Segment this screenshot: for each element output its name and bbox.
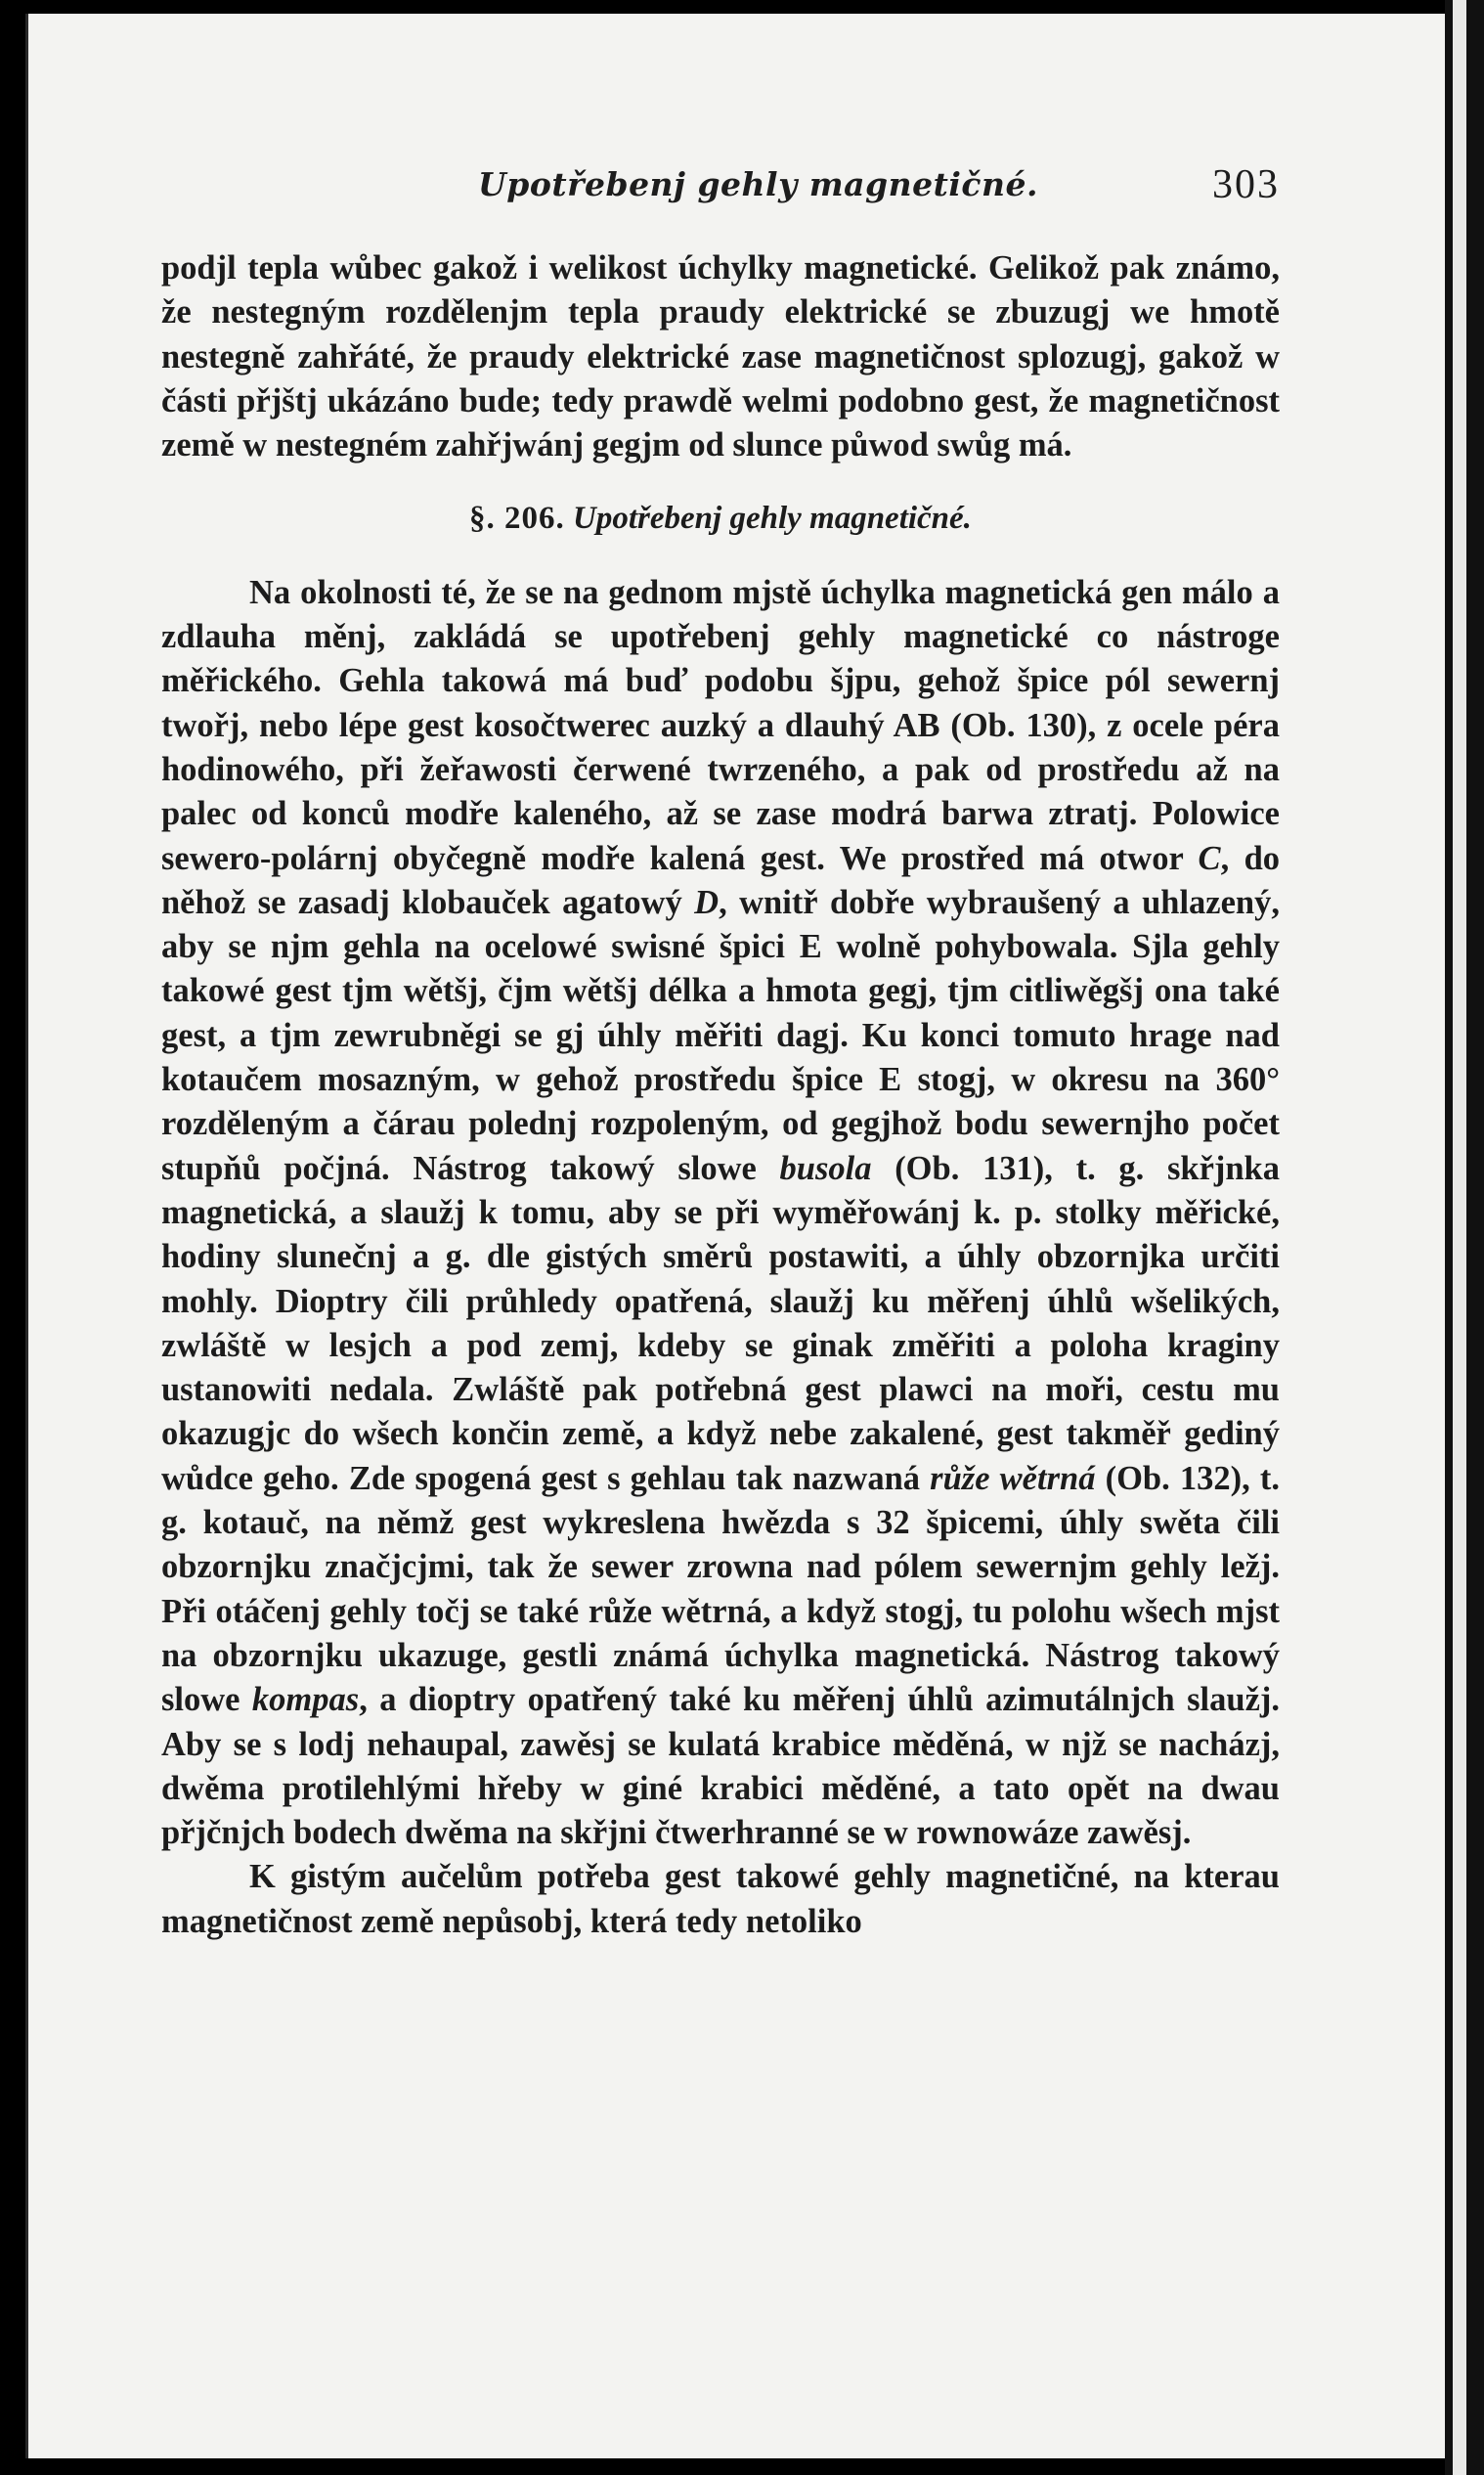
running-head: Upotřebenj gehly magnetičné. xyxy=(478,165,1038,203)
main-paragraph-text: , do něhož se zasadj klobauček agatowý xyxy=(161,839,1281,921)
page-body xyxy=(161,246,1280,1944)
last-paragraph: K gistým aučelům potřeba gest takowé gehly magnetičné, na kterau magnetičnost země nepůsobj, která tedy netoliko xyxy=(161,1858,1280,1940)
main-paragraph xyxy=(161,571,1280,1856)
main-paragraph-text: , a dioptry opatřený také ku měřenj úhlů azimutálnjch slaužj. Aby se s lodj nehaupal, zawěsj se kulatá krabice měděná, w njž se nacházj, dwěma protilehlými hřeby w giné krabici měděné, a tato opět na dwau přjčnjch bodech dwěma na skřjni čtwerhranné se w rownowáze zawěsj. xyxy=(161,1681,1280,1852)
term-kompas: kompas xyxy=(251,1681,360,1719)
intro-paragraph: podjl tepla wůbec gakož i welikost úchylky magnetické. Gelikož pak známo, že nestegným rozdělenjm tepla praudy elektrické se zbuzugj we hmotě nestegně zahřáté, že praudy elektrické zase magnetičnost splozugj, gakož w části přjštj ukázáno bude; tedy prawdě welmi podobno gest, že magnetičnost země w nestegném zahřjwánj gegjm od slunce půwod swůg má. xyxy=(161,249,1280,464)
term-busola: busola xyxy=(779,1149,872,1187)
label-d: D xyxy=(694,883,720,921)
section-heading xyxy=(161,497,1280,541)
main-paragraph-text: Na okolnosti té, že se na gednom mjstě úchylka magnetická gen málo a zdlauha měnj, zakládá se upotřebenj gehly magnetické co nástroge měřického. Gehla takowá má buď podobu šjpu, gehož špice pól sewernj twořj, nebo lépe gest kosočtwerec auzký a dlauhý AB (Ob. 130), z ocele péra hodinowého, při žeřawosti čerwené twrzeného, a pak od prostředu až na palec od konců modře kaleného, až se zase modrá barwa ztratj. Polowice sewero-polárnj obyčegně modře kalená gest. We prostřed má otwor xyxy=(161,573,1280,877)
section-title: Upotřebenj gehly magnetičné. xyxy=(573,501,972,537)
main-paragraph-text: (Ob. 131), t. g. skřjnka magnetická, a slaužj k tomu, aby se při wyměřowánj k. p. stolky měřické, hodiny slunečnj a g. dle gistých směrů postawiti, a úhly obzornjka určiti mohly. Dioptry čili průhledy opatřená, slaužj ku měřenj úhlů wšelikých, zwláště w lesjch a pod zemj, kdeby se ginak změřiti a poloha kraginy ustanowiti nedala. Zwláště pak potřebná gest plawci na moři, cestu mu okazugjc do wšech končin země, a když nebe zakalené, gest takměř gediný wůdce geho. Zde spogená gest s gehlau tak nazwaná xyxy=(161,1149,1280,1497)
main-paragraph-text: , wnitř dobře wybraušený a uhlazený, aby se njm gehla na ocelowé swisné špici E wolně pohybowala. Sjla gehly takowé gest tjm wětšj, čjm wětšj délka a hmota gegj, tjm citliwěgšj ona také gest, a tjm zewrubněgi se gj úhly měřiti dagj. Ku konci tomuto hrage nad kotaučem mosazným, w gehož prostředu špice E stogj, w okresu na 360° rozděleným a čárau polednj rozpoleným, od gegjhož bodu sewernjho počet stupňů počjná. Nástrog takowý slowe xyxy=(161,883,1280,1187)
term-ruze-wetrna: růže wětrná xyxy=(930,1459,1096,1497)
scan-edge xyxy=(1445,0,1484,2475)
main-paragraph-text: (Ob. 132), t. g. kotauč, na němž gest wykreslena hwězda s 32 špicemi, úhly swěta čili obzornjku značjcjmi, tak že sewer zrowna nad pólem sewernjm gehly ležj. Při otáčenj gehly točj se také růže wětrná, a když stogj, tu polohu wšech mjst na obzornjku ukazuge, gestli známá úchylka magnetická. Nástrog takowý slowe xyxy=(161,1459,1280,1719)
book-page xyxy=(25,14,1445,2458)
section-number: §. 206. xyxy=(469,501,565,537)
page-edge xyxy=(1453,0,1466,2475)
label-c: C xyxy=(1198,839,1221,877)
page-header xyxy=(126,162,1280,214)
page-number: 303 xyxy=(1212,162,1280,207)
